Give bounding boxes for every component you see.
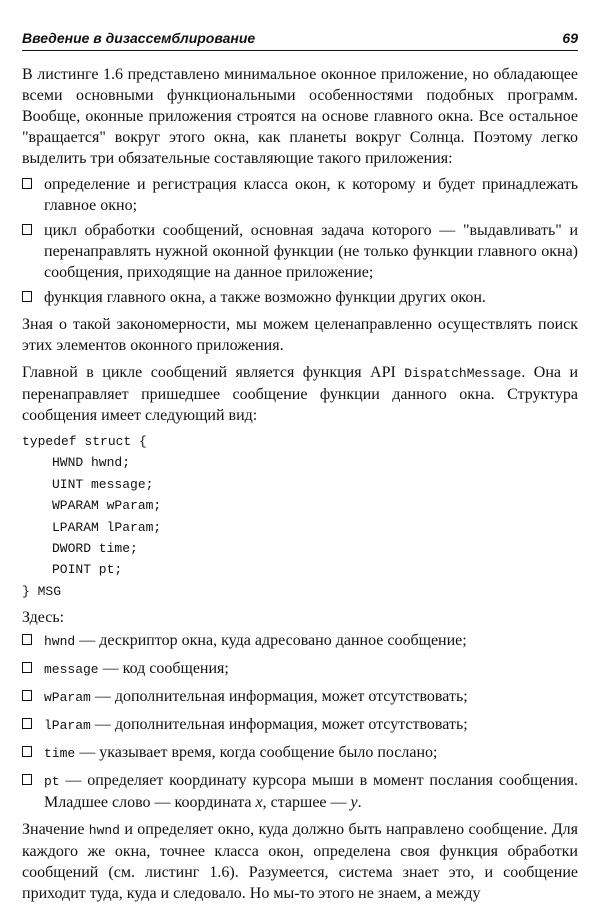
fields-list [22,630,578,813]
list-item: wParam — дополнительная информация, может отсутствовать; [22,686,578,708]
checkbox-bullet-icon [22,662,32,673]
checkbox-bullet-icon [22,634,32,645]
code-line: POINT pt; [52,562,123,578]
checkbox-bullet-icon [22,291,32,302]
checkbox-bullet-icon [22,718,32,729]
code-line: UINT message; [52,476,154,492]
code-block [22,431,578,602]
list-item: lParam — дополнительная информация, может отсутствовать; [22,714,578,736]
checkbox-bullet-icon [22,774,32,785]
checkbox-bullet-icon [22,178,32,189]
checkbox-bullet-icon [22,690,32,701]
code-line: HWND hwnd; [52,455,131,471]
here-label: Здесь: [22,609,65,627]
checkbox-bullet-icon [22,746,32,757]
running-header [22,28,578,51]
header-title: Введение в дизассемблирование [22,30,256,46]
page [22,28,578,904]
code-line: typedef struct { [22,434,147,449]
paragraph-dispatch: Главной в цикле сообщений является функция API DispatchMessage. Она и перенаправляет пришедшее сообщение функции данного окна. Структура сообщения имеет следующий вид: [22,364,579,424]
checkbox-bullet-icon [22,224,32,235]
list-item: функция главного окна, а также возможно функции других окон. [22,287,578,308]
closing-paragraph: Значение hwnd и определяет окно, куда должно быть направлено сообщение. Для каждого же окна, точнее класса окон, определена своя функция обработки сообщений (см. листинг 1.6). Разумеется, система знает это, и сообщение приходит туда, куда и следовало. Но мы-то этого не знаем, а между [22,821,579,903]
list-item: определение и регистрация класса окон, к которому и будет принадлежать главное окно; [22,174,578,216]
paragraph-pattern: Зная о такой закономерности, мы можем целенаправленно осуществлять поиск этих элементов оконного приложения. [22,316,578,354]
intro-paragraph: В листинге 1.6 представлено минимальное оконное приложение, но обладающее всеми основными функциональными особенностями подобных программ. Вообще, оконные приложения строятся на основе главного окна. Все остальное "вращается" вокруг этого окна, как планеты вокруг Солнца. Поэтому легко выделить три обязательные составляющие такого приложения: [22,66,578,167]
list-item: цикл обработки сообщений, основная задача которого — "выдавливать" и перенаправлять нужной оконной функции (не только функции главного окна) сообщения, приходящие на данное приложение; [22,220,578,283]
list-item: time — указывает время, когда сообщение было послано; [22,742,578,764]
code-line: DWORD time; [52,541,138,557]
components-list [22,174,578,308]
list-item: hwnd — дескриптор окна, куда адресовано данное сообщение; [22,630,578,652]
list-item: message — код сообщения; [22,658,578,680]
list-item: pt — определяет координату курсора мыши в момент послания сообщения. Младшее слово — координата x, старшее — y. [22,770,578,813]
code-line: LPARAM lParam; [52,519,162,535]
page-number: 69 [562,30,578,46]
inline-code: DispatchMessage [404,366,522,381]
inline-code: hwnd [88,823,120,839]
code-line: } MSG [22,583,62,599]
code-line: WPARAM wParam; [52,498,162,514]
